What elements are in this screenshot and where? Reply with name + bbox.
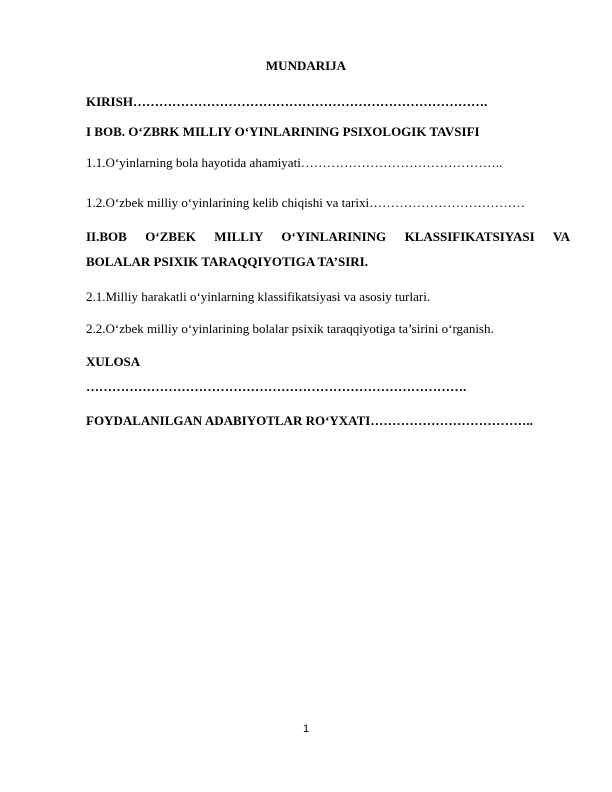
toc-entry-1-1: 1.1.O‘yinlarning bola hayotida ahamiyati……………………………………….. [86,155,503,170]
toc-entry-1-2: 1.2.O‘zbek milliy o‘yinlarining kelib chiqishi va tarixi……………………………… [86,195,526,210]
toc-entry-bob2-line1: II.BOB O‘ZBEK MILLIY O‘YINLARINING KLASSIFIKATSIYASI VA [86,229,570,244]
toc-entry-xulosa-dots: ……………………………………………………………………………. [86,379,467,394]
toc-bob1-title: . O‘ZBRK MILLIY O‘YINLARINING PSIXOLOGIK TAVSIFI [121,124,480,139]
toc-entry-bob2-line2: BOLALAR PSIXIK TARAQQIYOTIGA TA’SIRI. [86,254,368,269]
toc-entry-2-2: 2.2.O‘zbek milliy o‘yinlarining bolalar psixik taraqqiyotiga ta’sirini o‘rganish. [86,321,494,336]
toc-entry-bob1 [86,124,570,140]
page-title: MUNDARIJA [265,58,347,73]
toc-entry-kirish: KIRISH………………………………………………………………………. [86,94,488,109]
toc-entry-references: FOYDALANILGAN ADABIYOTLAR RO‘YXATI……………………………….. [86,413,533,428]
page-number: 1 [302,723,310,735]
toc-entry-xulosa: XULOSA [86,354,141,369]
toc-bob1-prefix: I BOB [86,124,122,139]
toc-entry-2-1: 2.1.Milliy harakatli o‘yinlarning klassifikatsiyasi va asosiy turlari. [86,289,431,304]
